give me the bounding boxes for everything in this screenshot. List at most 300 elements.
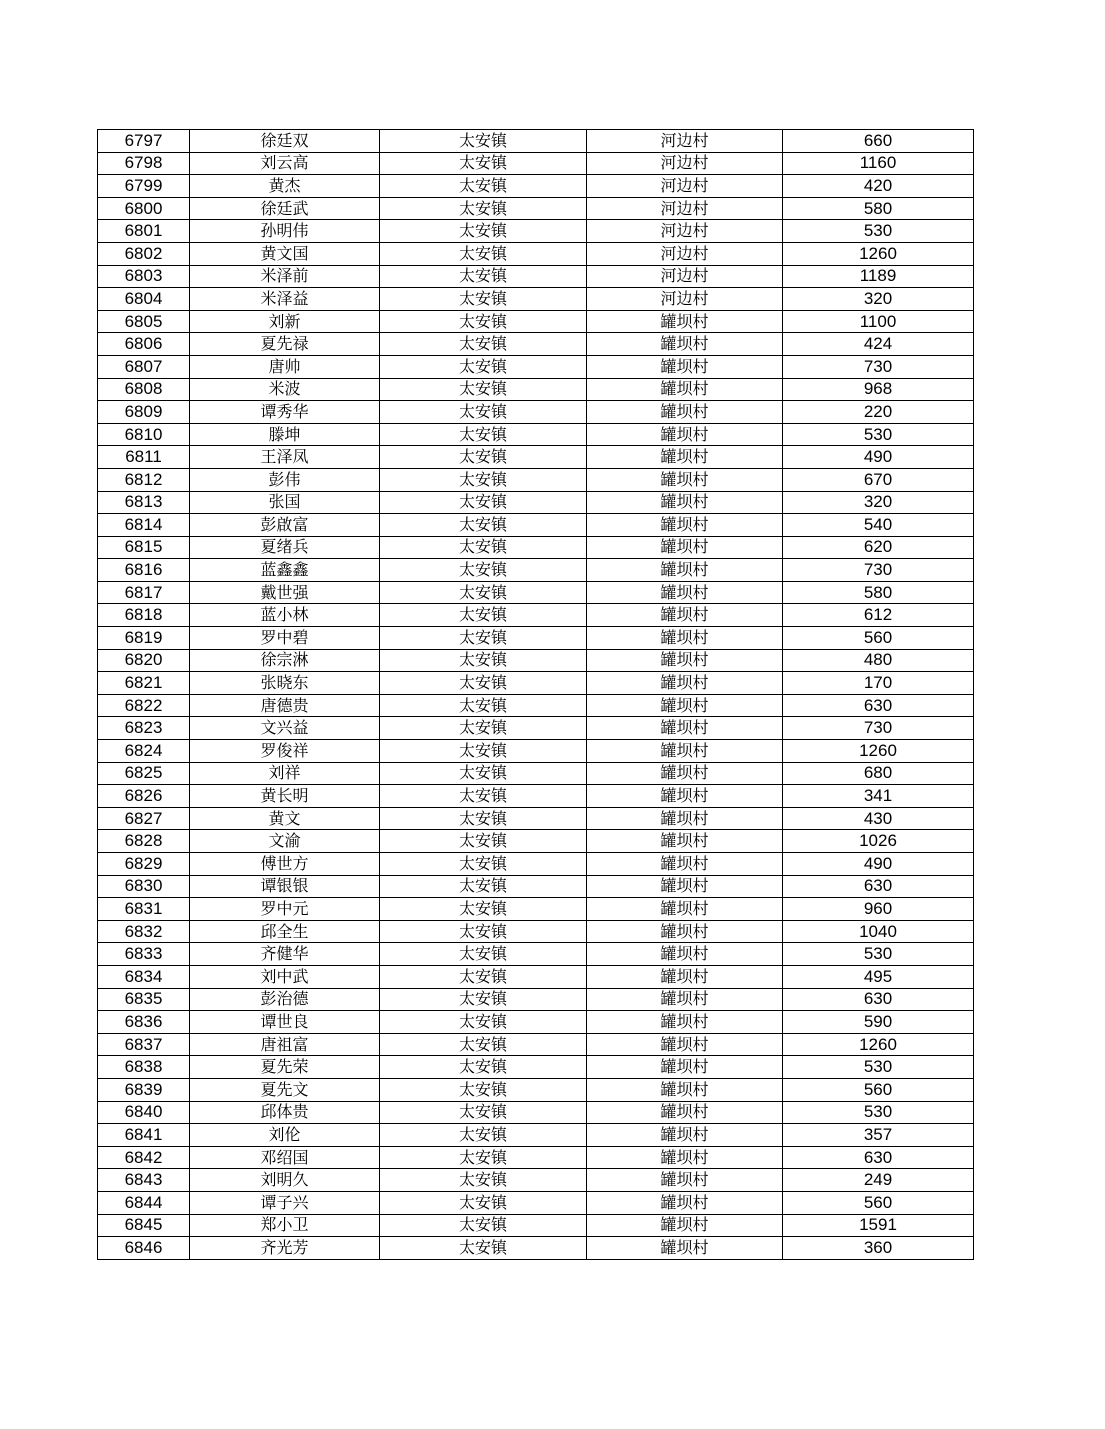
person-name-cell: 郑小卫 — [190, 1214, 380, 1237]
person-name-cell: 齐健华 — [190, 943, 380, 966]
row-number-cell: 6812 — [98, 468, 190, 491]
amount-cell: 620 — [783, 536, 974, 559]
table-row — [98, 581, 974, 604]
village-cell: 罐坝村 — [587, 762, 783, 785]
row-number-cell: 6844 — [98, 1191, 190, 1214]
town-cell: 太安镇 — [380, 672, 587, 695]
row-number-cell: 6807 — [98, 355, 190, 378]
person-name-cell: 戴世强 — [190, 581, 380, 604]
amount-cell: 480 — [783, 649, 974, 672]
town-cell: 太安镇 — [380, 1146, 587, 1169]
town-cell: 太安镇 — [380, 988, 587, 1011]
person-name-cell: 彭啟富 — [190, 514, 380, 537]
table-row — [98, 1056, 974, 1079]
table-row — [98, 920, 974, 943]
table-row — [98, 1033, 974, 1056]
village-cell: 罐坝村 — [587, 355, 783, 378]
row-number-cell: 6805 — [98, 310, 190, 333]
person-name-cell: 齐光芳 — [190, 1237, 380, 1260]
person-name-cell: 黄杰 — [190, 175, 380, 198]
person-name-cell: 黄文 — [190, 807, 380, 830]
town-cell: 太安镇 — [380, 310, 587, 333]
town-cell: 太安镇 — [380, 1078, 587, 1101]
amount-cell: 1100 — [783, 310, 974, 333]
table-row — [98, 1237, 974, 1260]
amount-cell: 730 — [783, 559, 974, 582]
table-row — [98, 807, 974, 830]
village-cell: 罐坝村 — [587, 1011, 783, 1034]
town-cell: 太安镇 — [380, 242, 587, 265]
amount-cell: 660 — [783, 130, 974, 153]
village-cell: 罐坝村 — [587, 943, 783, 966]
town-cell: 太安镇 — [380, 920, 587, 943]
row-number-cell: 6804 — [98, 288, 190, 311]
person-name-cell: 刘伦 — [190, 1124, 380, 1147]
row-number-cell: 6838 — [98, 1056, 190, 1079]
town-cell: 太安镇 — [380, 265, 587, 288]
town-cell: 太安镇 — [380, 807, 587, 830]
amount-cell: 530 — [783, 943, 974, 966]
person-name-cell: 文兴益 — [190, 717, 380, 740]
village-cell: 罐坝村 — [587, 1214, 783, 1237]
person-name-cell: 彭伟 — [190, 468, 380, 491]
amount-cell: 341 — [783, 785, 974, 808]
row-number-cell: 6800 — [98, 197, 190, 220]
row-number-cell: 6798 — [98, 152, 190, 175]
town-cell: 太安镇 — [380, 536, 587, 559]
row-number-cell: 6835 — [98, 988, 190, 1011]
person-name-cell: 孙明伟 — [190, 220, 380, 243]
amount-cell: 540 — [783, 514, 974, 537]
village-cell: 罐坝村 — [587, 423, 783, 446]
table-body — [98, 130, 974, 1260]
person-name-cell: 王泽凤 — [190, 446, 380, 469]
amount-cell: 1026 — [783, 830, 974, 853]
amount-cell: 630 — [783, 1146, 974, 1169]
person-name-cell: 米泽前 — [190, 265, 380, 288]
table-row — [98, 1214, 974, 1237]
amount-cell: 580 — [783, 581, 974, 604]
person-name-cell: 唐祖富 — [190, 1033, 380, 1056]
row-number-cell: 6819 — [98, 627, 190, 650]
person-name-cell: 邱体贵 — [190, 1101, 380, 1124]
person-name-cell: 谭秀华 — [190, 401, 380, 424]
village-cell: 罐坝村 — [587, 333, 783, 356]
amount-cell: 320 — [783, 288, 974, 311]
village-cell: 罐坝村 — [587, 1078, 783, 1101]
amount-cell: 1260 — [783, 740, 974, 763]
town-cell: 太安镇 — [380, 853, 587, 876]
village-cell: 河边村 — [587, 175, 783, 198]
village-cell: 罐坝村 — [587, 581, 783, 604]
village-cell: 罐坝村 — [587, 965, 783, 988]
table-row — [98, 468, 974, 491]
amount-cell: 560 — [783, 1078, 974, 1101]
village-cell: 河边村 — [587, 130, 783, 153]
row-number-cell: 6817 — [98, 581, 190, 604]
amount-cell: 560 — [783, 1191, 974, 1214]
village-cell: 罐坝村 — [587, 310, 783, 333]
table-row — [98, 717, 974, 740]
person-name-cell: 刘祥 — [190, 762, 380, 785]
town-cell: 太安镇 — [380, 717, 587, 740]
person-name-cell: 彭治德 — [190, 988, 380, 1011]
table-row — [98, 875, 974, 898]
town-cell: 太安镇 — [380, 1011, 587, 1034]
town-cell: 太安镇 — [380, 491, 587, 514]
row-number-cell: 6825 — [98, 762, 190, 785]
town-cell: 太安镇 — [380, 197, 587, 220]
village-cell: 罐坝村 — [587, 446, 783, 469]
row-number-cell: 6837 — [98, 1033, 190, 1056]
village-cell: 河边村 — [587, 152, 783, 175]
person-name-cell: 唐帅 — [190, 355, 380, 378]
town-cell: 太安镇 — [380, 1124, 587, 1147]
town-cell: 太安镇 — [380, 559, 587, 582]
row-number-cell: 6820 — [98, 649, 190, 672]
table-row — [98, 514, 974, 537]
row-number-cell: 6806 — [98, 333, 190, 356]
amount-cell: 530 — [783, 423, 974, 446]
amount-cell: 360 — [783, 1237, 974, 1260]
table-row — [98, 898, 974, 921]
amount-cell: 590 — [783, 1011, 974, 1034]
town-cell: 太安镇 — [380, 175, 587, 198]
row-number-cell: 6801 — [98, 220, 190, 243]
person-name-cell: 夏绪兵 — [190, 536, 380, 559]
village-cell: 罐坝村 — [587, 785, 783, 808]
person-name-cell: 夏先文 — [190, 1078, 380, 1101]
table-row — [98, 197, 974, 220]
person-name-cell: 夏先荣 — [190, 1056, 380, 1079]
amount-cell: 630 — [783, 875, 974, 898]
village-cell: 罐坝村 — [587, 1237, 783, 1260]
town-cell: 太安镇 — [380, 785, 587, 808]
town-cell: 太安镇 — [380, 1237, 587, 1260]
town-cell: 太安镇 — [380, 514, 587, 537]
town-cell: 太安镇 — [380, 355, 587, 378]
person-name-cell: 谭子兴 — [190, 1191, 380, 1214]
village-cell: 罐坝村 — [587, 1169, 783, 1192]
row-number-cell: 6843 — [98, 1169, 190, 1192]
village-cell: 河边村 — [587, 242, 783, 265]
amount-cell: 960 — [783, 898, 974, 921]
table-row — [98, 446, 974, 469]
table-row — [98, 1191, 974, 1214]
village-cell: 罐坝村 — [587, 830, 783, 853]
town-cell: 太安镇 — [380, 333, 587, 356]
row-number-cell: 6823 — [98, 717, 190, 740]
person-name-cell: 罗俊祥 — [190, 740, 380, 763]
village-cell: 罐坝村 — [587, 898, 783, 921]
table-row — [98, 1124, 974, 1147]
row-number-cell: 6821 — [98, 672, 190, 695]
row-number-cell: 6836 — [98, 1011, 190, 1034]
amount-cell: 1260 — [783, 242, 974, 265]
table-row — [98, 694, 974, 717]
person-name-cell: 蓝小林 — [190, 604, 380, 627]
row-number-cell: 6827 — [98, 807, 190, 830]
table-row — [98, 152, 974, 175]
table-row — [98, 1169, 974, 1192]
person-name-cell: 徐宗淋 — [190, 649, 380, 672]
row-number-cell: 6797 — [98, 130, 190, 153]
table-row — [98, 965, 974, 988]
village-cell: 河边村 — [587, 220, 783, 243]
table-row — [98, 1101, 974, 1124]
town-cell: 太安镇 — [380, 468, 587, 491]
village-cell: 罐坝村 — [587, 378, 783, 401]
amount-cell: 1260 — [783, 1033, 974, 1056]
amount-cell: 320 — [783, 491, 974, 514]
village-cell: 罐坝村 — [587, 1101, 783, 1124]
person-name-cell: 傅世方 — [190, 853, 380, 876]
table-row — [98, 988, 974, 1011]
village-cell: 罐坝村 — [587, 604, 783, 627]
village-cell: 河边村 — [587, 288, 783, 311]
town-cell: 太安镇 — [380, 694, 587, 717]
town-cell: 太安镇 — [380, 740, 587, 763]
row-number-cell: 6840 — [98, 1101, 190, 1124]
village-cell: 罐坝村 — [587, 988, 783, 1011]
person-name-cell: 谭银银 — [190, 875, 380, 898]
village-cell: 罐坝村 — [587, 536, 783, 559]
person-name-cell: 夏先禄 — [190, 333, 380, 356]
village-cell: 罐坝村 — [587, 875, 783, 898]
row-number-cell: 6826 — [98, 785, 190, 808]
village-cell: 罐坝村 — [587, 1146, 783, 1169]
amount-cell: 530 — [783, 1056, 974, 1079]
amount-cell: 170 — [783, 672, 974, 695]
town-cell: 太安镇 — [380, 423, 587, 446]
table-row — [98, 220, 974, 243]
table-row — [98, 288, 974, 311]
person-name-cell: 徐廷双 — [190, 130, 380, 153]
row-number-cell: 6842 — [98, 1146, 190, 1169]
row-number-cell: 6828 — [98, 830, 190, 853]
amount-cell: 249 — [783, 1169, 974, 1192]
table-row — [98, 1146, 974, 1169]
table-row — [98, 785, 974, 808]
amount-cell: 612 — [783, 604, 974, 627]
village-cell: 罐坝村 — [587, 1033, 783, 1056]
row-number-cell: 6839 — [98, 1078, 190, 1101]
village-cell: 罐坝村 — [587, 853, 783, 876]
town-cell: 太安镇 — [380, 943, 587, 966]
village-cell: 罐坝村 — [587, 1191, 783, 1214]
table-row — [98, 491, 974, 514]
row-number-cell: 6814 — [98, 514, 190, 537]
amount-cell: 1591 — [783, 1214, 974, 1237]
table-row — [98, 175, 974, 198]
village-cell: 罐坝村 — [587, 694, 783, 717]
town-cell: 太安镇 — [380, 1191, 587, 1214]
table-row — [98, 559, 974, 582]
person-name-cell: 罗中碧 — [190, 627, 380, 650]
row-number-cell: 6841 — [98, 1124, 190, 1147]
village-cell: 罐坝村 — [587, 401, 783, 424]
amount-cell: 530 — [783, 220, 974, 243]
amount-cell: 580 — [783, 197, 974, 220]
amount-cell: 560 — [783, 627, 974, 650]
village-cell: 罐坝村 — [587, 1124, 783, 1147]
village-cell: 罐坝村 — [587, 559, 783, 582]
row-number-cell: 6846 — [98, 1237, 190, 1260]
row-number-cell: 6815 — [98, 536, 190, 559]
row-number-cell: 6845 — [98, 1214, 190, 1237]
town-cell: 太安镇 — [380, 875, 587, 898]
town-cell: 太安镇 — [380, 581, 587, 604]
person-name-cell: 刘明久 — [190, 1169, 380, 1192]
amount-cell: 424 — [783, 333, 974, 356]
village-cell: 罐坝村 — [587, 491, 783, 514]
town-cell: 太安镇 — [380, 1101, 587, 1124]
person-name-cell: 蓝鑫鑫 — [190, 559, 380, 582]
table-row — [98, 378, 974, 401]
amount-cell: 730 — [783, 355, 974, 378]
person-name-cell: 徐廷武 — [190, 197, 380, 220]
town-cell: 太安镇 — [380, 604, 587, 627]
row-number-cell: 6813 — [98, 491, 190, 514]
amount-cell: 630 — [783, 988, 974, 1011]
row-number-cell: 6822 — [98, 694, 190, 717]
amount-cell: 490 — [783, 853, 974, 876]
village-cell: 罐坝村 — [587, 740, 783, 763]
town-cell: 太安镇 — [380, 288, 587, 311]
row-number-cell: 6832 — [98, 920, 190, 943]
table-row — [98, 265, 974, 288]
table-row — [98, 355, 974, 378]
person-name-cell: 刘云高 — [190, 152, 380, 175]
village-cell: 罐坝村 — [587, 1056, 783, 1079]
village-cell: 罐坝村 — [587, 627, 783, 650]
person-name-cell: 邓绍国 — [190, 1146, 380, 1169]
table-row — [98, 1011, 974, 1034]
amount-cell: 530 — [783, 1101, 974, 1124]
person-name-cell: 黄长明 — [190, 785, 380, 808]
town-cell: 太安镇 — [380, 1033, 587, 1056]
town-cell: 太安镇 — [380, 130, 587, 153]
table-row — [98, 536, 974, 559]
row-number-cell: 6834 — [98, 965, 190, 988]
amount-cell: 730 — [783, 717, 974, 740]
row-number-cell: 6829 — [98, 853, 190, 876]
town-cell: 太安镇 — [380, 378, 587, 401]
amount-cell: 1040 — [783, 920, 974, 943]
table-row — [98, 1078, 974, 1101]
amount-cell: 495 — [783, 965, 974, 988]
person-name-cell: 米波 — [190, 378, 380, 401]
table-row — [98, 423, 974, 446]
table-row — [98, 130, 974, 153]
town-cell: 太安镇 — [380, 627, 587, 650]
table-row — [98, 649, 974, 672]
person-name-cell: 米泽益 — [190, 288, 380, 311]
amount-cell: 357 — [783, 1124, 974, 1147]
amount-cell: 220 — [783, 401, 974, 424]
town-cell: 太安镇 — [380, 1056, 587, 1079]
village-cell: 河边村 — [587, 265, 783, 288]
village-cell: 罐坝村 — [587, 807, 783, 830]
amount-cell: 1160 — [783, 152, 974, 175]
row-number-cell: 6824 — [98, 740, 190, 763]
table-row — [98, 604, 974, 627]
town-cell: 太安镇 — [380, 401, 587, 424]
table-row — [98, 853, 974, 876]
table-row — [98, 672, 974, 695]
town-cell: 太安镇 — [380, 1214, 587, 1237]
town-cell: 太安镇 — [380, 830, 587, 853]
row-number-cell: 6816 — [98, 559, 190, 582]
village-cell: 罐坝村 — [587, 468, 783, 491]
row-number-cell: 6809 — [98, 401, 190, 424]
village-cell: 河边村 — [587, 197, 783, 220]
person-name-cell: 文渝 — [190, 830, 380, 853]
table-row — [98, 333, 974, 356]
person-name-cell: 滕坤 — [190, 423, 380, 446]
amount-cell: 680 — [783, 762, 974, 785]
table-row — [98, 627, 974, 650]
person-name-cell: 刘新 — [190, 310, 380, 333]
table-row — [98, 740, 974, 763]
row-number-cell: 6808 — [98, 378, 190, 401]
row-number-cell: 6833 — [98, 943, 190, 966]
amount-cell: 968 — [783, 378, 974, 401]
amount-cell: 420 — [783, 175, 974, 198]
amount-cell: 430 — [783, 807, 974, 830]
data-table — [97, 129, 974, 1260]
row-number-cell: 6830 — [98, 875, 190, 898]
row-number-cell: 6818 — [98, 604, 190, 627]
town-cell: 太安镇 — [380, 649, 587, 672]
village-cell: 罐坝村 — [587, 920, 783, 943]
town-cell: 太安镇 — [380, 446, 587, 469]
amount-cell: 490 — [783, 446, 974, 469]
town-cell: 太安镇 — [380, 898, 587, 921]
person-name-cell: 张晓东 — [190, 672, 380, 695]
person-name-cell: 张国 — [190, 491, 380, 514]
person-name-cell: 邱全生 — [190, 920, 380, 943]
table-row — [98, 310, 974, 333]
person-name-cell: 罗中元 — [190, 898, 380, 921]
person-name-cell: 谭世良 — [190, 1011, 380, 1034]
town-cell: 太安镇 — [380, 152, 587, 175]
row-number-cell: 6799 — [98, 175, 190, 198]
person-name-cell: 刘中武 — [190, 965, 380, 988]
person-name-cell: 黄文国 — [190, 242, 380, 265]
row-number-cell: 6803 — [98, 265, 190, 288]
table-row — [98, 762, 974, 785]
row-number-cell: 6811 — [98, 446, 190, 469]
village-cell: 罐坝村 — [587, 672, 783, 695]
amount-cell: 1189 — [783, 265, 974, 288]
village-cell: 罐坝村 — [587, 514, 783, 537]
row-number-cell: 6831 — [98, 898, 190, 921]
row-number-cell: 6802 — [98, 242, 190, 265]
table-row — [98, 242, 974, 265]
person-name-cell: 唐德贵 — [190, 694, 380, 717]
town-cell: 太安镇 — [380, 1169, 587, 1192]
row-number-cell: 6810 — [98, 423, 190, 446]
table-row — [98, 830, 974, 853]
amount-cell: 670 — [783, 468, 974, 491]
village-cell: 罐坝村 — [587, 717, 783, 740]
table-row — [98, 401, 974, 424]
town-cell: 太安镇 — [380, 965, 587, 988]
table-row — [98, 943, 974, 966]
village-cell: 罐坝村 — [587, 649, 783, 672]
amount-cell: 630 — [783, 694, 974, 717]
